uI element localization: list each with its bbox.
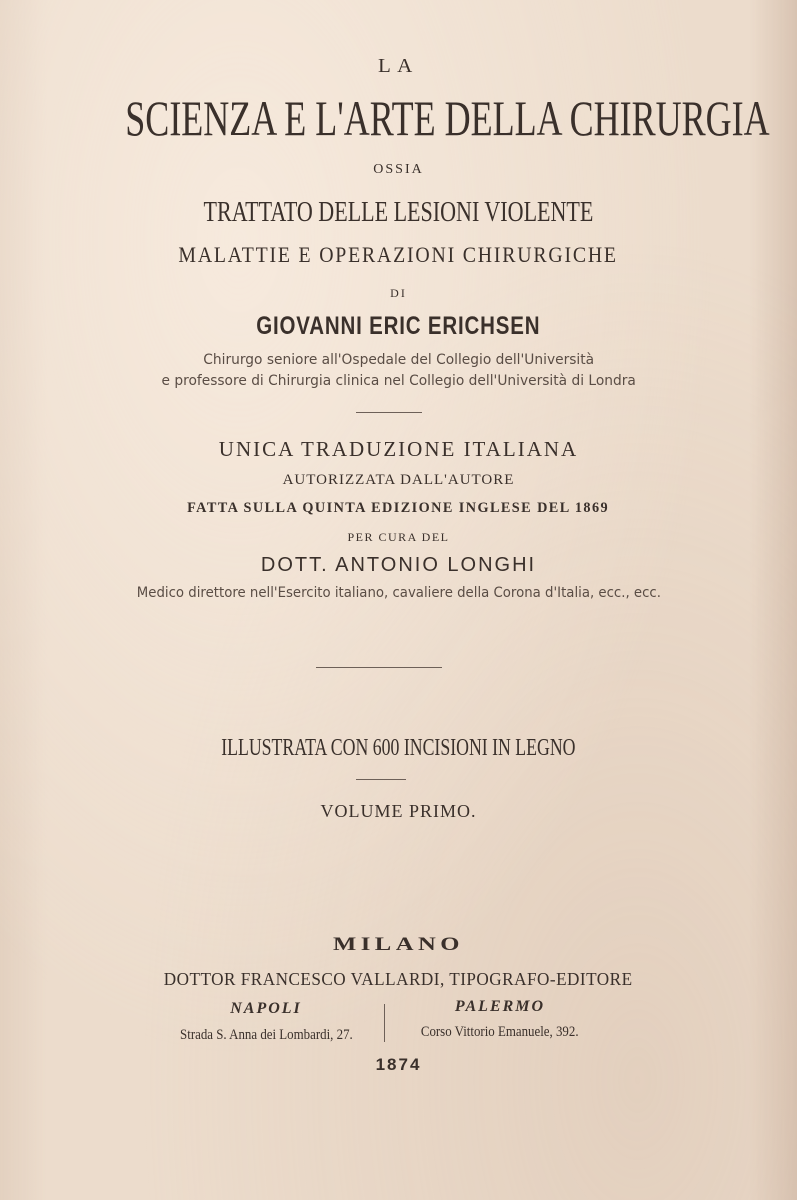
translation-line-4: PER CURA DEL	[347, 530, 450, 544]
branch-address-palermo: Corso Vittorio Emanuele, 392.	[421, 1024, 579, 1040]
translation-line-3: FATTA SULLA QUINTA EDIZIONE INGLESE DEL 1869	[187, 500, 610, 516]
volume-label: VOLUME PRIMO.	[320, 801, 477, 821]
illustrations-note: ILLUSTRATA CON 600 INCISIONI IN LEGNO	[221, 735, 576, 761]
author-prefix: DI	[390, 286, 407, 300]
imprint-city: MILANO	[333, 932, 464, 955]
title-conjunction: OSSIA	[373, 162, 424, 177]
translation-line-2: AUTORIZZATA DALL'AUTORE	[282, 472, 515, 488]
branch-city-palermo: PALERMO	[454, 998, 546, 1015]
translation-line-1: UNICA TRADUZIONE ITALIANA	[218, 437, 579, 461]
divider-rule-3	[356, 779, 406, 780]
title-article: LA	[378, 55, 419, 77]
main-title: SCIENZA E L'ARTE DELLA CHIRURGIA	[125, 90, 770, 146]
editor-affiliation: Medico direttore nell'Esercito italiano, cavaliere della Corona d'Italia, ecc., ecc.	[136, 585, 661, 601]
publication-year: 1874	[375, 1055, 422, 1074]
author-affiliation-line-2: e professore di Chirurgia clinica nel Collegio dell'Università di Londra	[161, 373, 636, 389]
branch-address-napoli: Strada S. Anna dei Lombardi, 27.	[179, 1027, 353, 1043]
author-affiliation-line-1: Chirurgo seniore all'Ospedale del Collegio dell'Università	[203, 352, 594, 368]
subtitle-line-1: TRATTATO DELLE LESIONI VIOLENTE	[203, 196, 594, 228]
author-name: GIOVANNI ERIC ERICHSEN	[256, 312, 541, 340]
divider-rule-2	[316, 667, 442, 668]
publisher-name: DOTTOR FRANCESCO VALLARDI, TIPOGRAFO-EDITORE	[164, 969, 633, 989]
editor-name: DOTT. ANTONIO LONGHI	[260, 554, 537, 576]
branch-divider	[384, 1004, 385, 1042]
divider-rule-1	[356, 412, 422, 413]
branch-city-napoli: NAPOLI	[230, 1000, 302, 1017]
subtitle-line-2: MALATTIE E OPERAZIONI CHIRURGICHE	[178, 242, 619, 267]
